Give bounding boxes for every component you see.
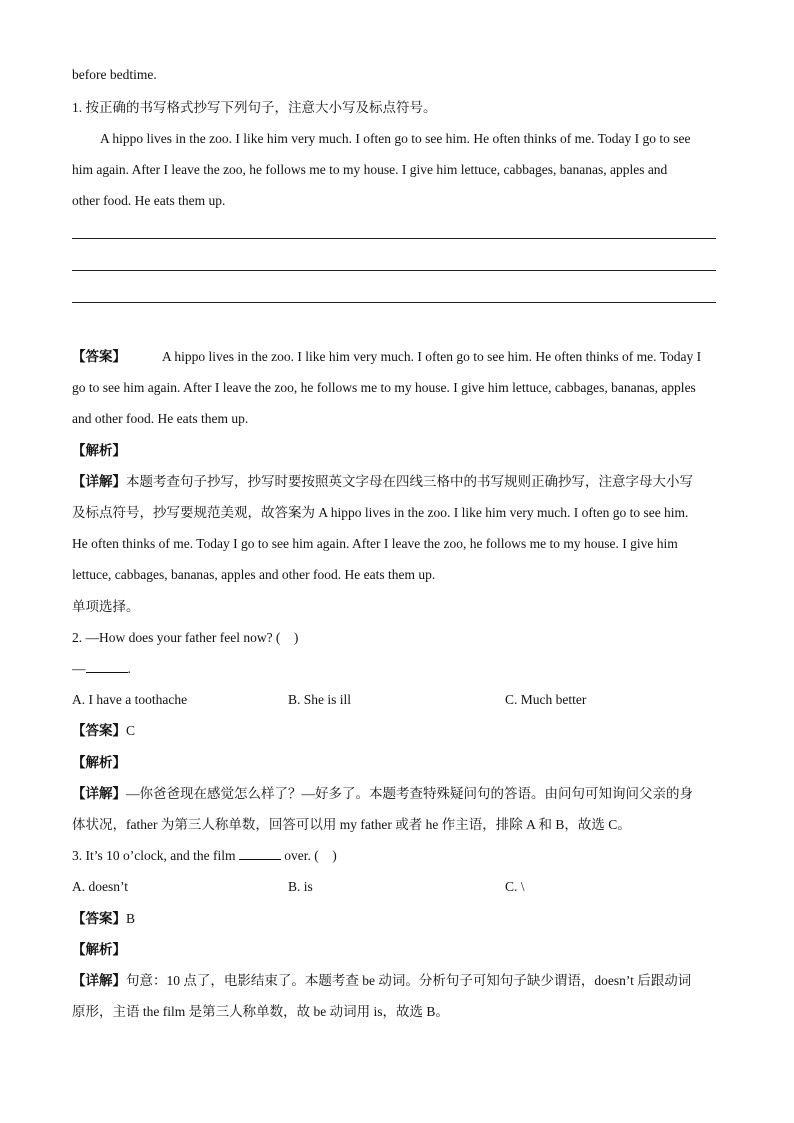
- detail-tag: 【详解】: [72, 474, 126, 489]
- detail-tag: 【详解】: [72, 786, 126, 801]
- q3-prompt: [72, 847, 722, 865]
- q1-passage-line-3: other food. He eats them up.: [72, 193, 226, 208]
- q3-prompt-end: over. ( ): [284, 848, 337, 863]
- q1-detail-line-1: [72, 473, 722, 491]
- q2-option-b: B. She is ill: [288, 692, 352, 707]
- q2-reply-line: [72, 660, 722, 678]
- q3-analysis-tag: 【解析】: [72, 942, 126, 957]
- continued-text: before bedtime.: [72, 67, 157, 82]
- q2-option-a: A. I have a toothache: [72, 692, 188, 707]
- answer-tag: 【答案】: [72, 723, 126, 738]
- q2-reply-dash: —: [72, 661, 86, 676]
- q3-answer: B: [126, 911, 136, 926]
- q1-prompt: 1. 按正确的书写格式抄写下列句子，注意大小写及标点符号。: [72, 100, 437, 115]
- q3-detail-line-1: [72, 972, 722, 990]
- section-title: 单项选择。: [72, 599, 140, 614]
- q2-answer-blank: [86, 672, 128, 673]
- q1-answer-line-2: go to see him again. After I leave the zoo, he follows me to my house. I give him lettuce, cabbages, bananas, apples: [72, 380, 696, 395]
- q1-analysis-tag: 【解析】: [72, 443, 126, 458]
- q3-detail-line-2: 原形，主语 the film 是第三人称单数，故 be 动词用 is，故选 B。: [72, 1004, 449, 1019]
- q2-prompt: 2. —How does your father feel now? ( ): [72, 630, 299, 645]
- q3-answer-line: [72, 910, 722, 928]
- q1-detail-line-4: lettuce, cabbages, bananas, apples and other food. He eats them up.: [72, 567, 436, 582]
- writing-line-3: [72, 302, 716, 303]
- answer-tag: 【答案】: [72, 349, 126, 364]
- q1-passage-line-1: A hippo lives in the zoo. I like him very much. I often go to see him. He often thinks of me. Today I go to see: [100, 131, 691, 146]
- answer-tag: 【答案】: [72, 911, 126, 926]
- q1-passage-line-2: him again. After I leave the zoo, he follows me to my house. I give him lettuce, cabbages, bananas, apples and: [72, 162, 668, 177]
- q1-answer-text-1: A hippo lives in the zoo. I like him very much. I often go to see him. He often thinks of me. Today I: [162, 349, 702, 364]
- q2-answer-line: [72, 722, 722, 740]
- writing-line-2: [72, 270, 716, 271]
- q2-analysis-tag: 【解析】: [72, 755, 126, 770]
- writing-line-1: [72, 238, 716, 239]
- q2-detail-text-1: —你爸爸现在感觉怎么样了？—好多了。本题考查特殊疑问句的答语。由问句可知询问父亲的身: [126, 786, 693, 801]
- q3-prompt-start: 3. It’s 10 o’clock, and the film: [72, 848, 236, 863]
- q2-detail-line-1: [72, 785, 722, 803]
- q3-detail-text-1: 句意：10 点了，电影结束了。本题考查 be 动词。分析句子可知句子缺少谓语，doesn’t 后跟动词: [126, 973, 692, 988]
- q3-option-b: B. is: [288, 879, 313, 894]
- q2-reply-end: .: [127, 661, 131, 676]
- q1-answer-line-1: [72, 348, 722, 366]
- q2-answer: C: [126, 723, 136, 738]
- q3-answer-blank: [239, 859, 281, 860]
- q1-detail-line-3: He often thinks of me. Today I go to see him again. After I leave the zoo, he follows me to my house. I give him: [72, 536, 678, 551]
- q2-option-c: C. Much better: [505, 692, 587, 707]
- q2-detail-line-2: 体状况，father 为第三人称单数，回答可以用 my father 或者 he 作主语，排除 A 和 B，故选 C。: [72, 817, 631, 832]
- q1-detail-line-2: 及标点符号，抄写要规范美观，故答案为 A hippo lives in the zoo. I like him very much. I often go to see him.: [72, 505, 689, 520]
- q3-option-a: A. doesn’t: [72, 879, 128, 894]
- q1-answer-line-3: and other food. He eats them up.: [72, 411, 249, 426]
- q3-option-c: C. \: [505, 879, 525, 894]
- detail-tag: 【详解】: [72, 973, 126, 988]
- q1-detail-text-1: 本题考查句子抄写，抄写时要按照英文字母在四线三格中的书写规则正确抄写，注意字母大小写: [126, 474, 693, 489]
